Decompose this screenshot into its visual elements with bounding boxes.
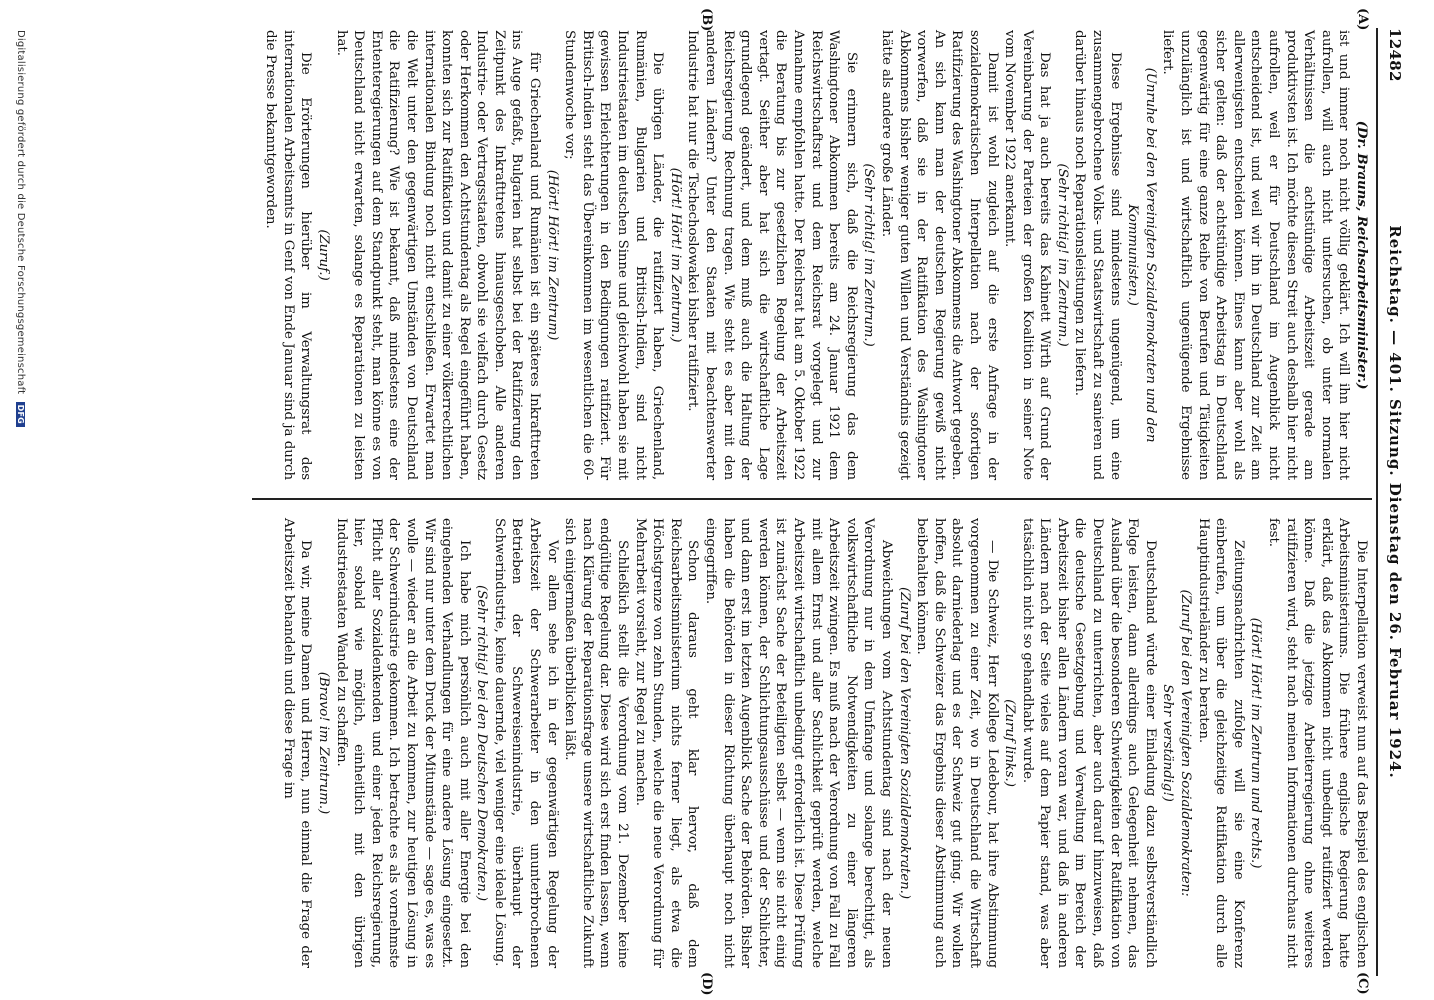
margin-marker-a: (A)	[1355, 8, 1370, 31]
paragraph: Ich habe mich persönlich auch mit aller Energie bei den eingehenden Verhandlungen für eine andere Lösung eingesetzt. Wir sind nur unter dem Druck der Mitumstände — sage es, was es wolle — wieder an die Arbeit zu kommen, zur heutigen Lösung in der Schwerindustrie gekommen. Ich betrachte es als vornehmste Pflicht aller Sozialdenkenden und einer jeden Reichsregierung, hier, sobald wie möglich, einheitlich mit den übrigen Industriestaaten Wandel zu schaffen.	[333, 518, 472, 968]
interjection: (Sehr richtig! bei den Deutschen Demokraten.)	[474, 585, 490, 901]
digitization-footer	[15, 30, 26, 427]
paragraph: Zeitungsnachrichten zufolge will sie eine Konferenz einberufen, um über die gleichzeitige Ratifikation durch alle Hauptindustrieländer zu beraten.	[1195, 518, 1246, 968]
margin-marker-c: (C)	[1355, 972, 1370, 995]
paragraph: — Die Schweiz, Herr Kollege Ledebour, hat ihre Abstimmung vorgenommen zu einer Zeit, wo in Deutschland die Wirtschaft absolut darniederlag und es der Schweiz gut ging. Wir wollen hoffen, daß die Schweizer das Ergebnis dieser Abstimmung auch beibehalten können.	[914, 518, 1000, 968]
interjection: (Hört! Hört! im Zentrum.)	[667, 167, 683, 343]
interjection: (Hört! Hört! im Zentrum und rechts.)	[1248, 617, 1264, 869]
paragraph: Die übrigen Länder, die ratifiziert haben, Griechenland, Rumänien, Bulgarien und Britisch-Indien, sind nicht Industriestaaten im deutschen Sinne und gleichwohl haben sie mit gewissen Erleichterungen in den Bedingungen ratifiziert. Für Britisch-Indien steht das Übereinkommen im wesentlichen die 60-Stundenwoche vor;	[562, 30, 666, 480]
dfg-logo: DFG	[16, 402, 25, 427]
paragraph: Schließlich stellt die Verordnung vom 21. Dezember keine endgültige Regelung dar. Diese wird sich erst finden lassen, wenn nach Klärung der Reparationsfrage unsere wirtschaftliche Zukunft sich einigermaßen überblicken läßt.	[562, 518, 631, 968]
paragraph: Deutschland würde einer Einladung dazu selbstverständlich Folge leisten, dann allerdings auch Gelegenheit nehmen, das Ausland über die besonderen Schwierigkeiten der Ratifikation von Deutschland zu unterrichten, aber auch darauf hinzuweisen, daß die deutsche Gesetzgebung und Verwaltung im Bereich der Arbeitszeit bisher allen Ländern voran war, und daß in anderen Ländern nach der Seite vieles auf dem Papier stand, was aber tatsächlich nicht so gehandhabt wurde.	[1019, 518, 1158, 968]
paragraph: Da wir, meine Damen und Herren, nun einmal die Frage der Arbeitszeit behandeln und diese Frage im	[280, 518, 314, 968]
paragraph: Damit ist wohl zugleich auf die erste Anfrage in der sozialdemokratischen Interpellation nach der sofortigen Ratifizierung des Washingtoner Abkommens die Antwort gegeben. An sich kann man der deutschen Regierung gewiß nicht vorwerfen, daß sie in der Ratifikation des Washingtoner Abkommens bisher weniger guten Willen und Verständnis gezeigt hätte als andere große Länder.	[878, 30, 1000, 480]
interjection: (Sehr richtig! im Zentrum.)	[861, 163, 877, 347]
paragraph: Diese Ergebnisse sind mindestens ungenügend, um eine zusammengebrochene Volks- und Staatswirtschaft zu sanieren und darüber hinaus noch Reparationsleistungen zu liefern.	[1072, 30, 1123, 480]
speaker-line: (Dr. Brauns, Reichsarbeitsminister.)	[1354, 120, 1370, 390]
paragraph: Vor allem sehe ich in der gegenwärtigen Regelung der Arbeitszeit der Schwerarbeiter in den ununterbrochenen Betrieben der Schwereisenindustrie, überhaupt der Schwerindustrie, keine dauernde, viel weniger eine ideale Lösung.	[491, 518, 560, 968]
footer-text: Digitalisierung gefördert durch die Deutsche Forschungsgemeinschaft	[15, 30, 26, 395]
column-divider	[252, 498, 1372, 500]
paragraph: Die Erörterungen hierüber im Verwaltungsrat des internationalen Arbeitsamts in Genf von Ende Januar sind ja durch die Presse bekanntgeworden.	[263, 30, 314, 480]
interjection: (Zuruf links.)	[1002, 699, 1018, 787]
paragraph: Die Interpellation verweist nun auf das Beispiel des englischen Arbeitsministeriums. Die frühere englische Regierung hatte erklärt, daß das Abkommen nicht unbedingt ratifiziert werden könne. Daß die jetzige Arbeiterregierung ohne weiteres ratifizieren wird, steht nach meinen Informationen durchaus nicht fest.	[1266, 518, 1369, 968]
paragraph: Abweichungen vom Achtstundentag sind nach der neuen Verordnung nur in dem Umfange und solange berechtigt, als volkswirtschaftliche Notwendigkeiten zu einer längeren Arbeitszeit zwingen. Es muß nach der Verordnung von Fall zu Fall mit allem Ernst und aller Sachlichkeit geprüft werden, welche Arbeitszeit wirtschaftlich unbedingt erforderlich ist. Diese Prüfung ist zunächst Sache der Beteiligten selbst — wenn sie nicht einig werden können, der Schlichtungsausschüsse und der Schlichter, und dann erst im letzten Augenblick Sache der Behörden. Bisher haben die Behörden in dieser Richtung überhaupt noch nicht eingegriffen.	[703, 518, 894, 968]
interjection: (Zuruf.)	[315, 229, 331, 281]
margin-marker-d: (D)	[699, 972, 714, 996]
paragraph: für Griechenland und Rumänien ist ein späteres Inkrafttreten ins Auge gefaßt, Bulgarien hat selbst bei der Ratifizierung den Zeitpunkt des Inkrafttretens hinausgeschoben. Alle anderen Industrie- oder Vertragsstaaten, obwohl sie vielfach durch Gesetz oder Herkommen den Achtstundentag als Regel eingeführt haben, konnten sich zur Ratifikation und damit zu einer völkerrechtlichen internationalen Bindung noch nicht entschließen. Erwartet man die Welt unter den gegenwärtigen Umständen von Deutschland die Ratifizierung? Wie ist bekannt, daß mindestens eine der Ententeregierungen auf dem Standpunkt steht, man könne es von Deutschland nicht erwarten, solange es Reparationen zu leisten hat.	[333, 30, 543, 480]
paragraph: Sie erinnern sich, daß die Reichsregierung das dem Washingtoner Abkommen bereits am 24. Januar 1921 dem Reichswirtschaftsrat und dem Reichsrat vorgelegt und zur Annahme empfohlen hatte. Der Reichsrat hat am 5. Oktober 1922 die Beratung bis zur gesetzlichen Regelung der Arbeitszeit vertagt. Seither aber hat sich die wirtschaftliche Lage grundlegend geändert, und dem muß auch die Haltung der Reichsregierung Rechnung tragen. Wie steht es aber mit den anderen Ländern? Unter den Staaten mit beachtenswerter Industrie hat nur die Tschechoslowakei bisher ratifiziert.	[685, 30, 859, 480]
left-column	[262, 30, 1370, 480]
margin-marker-b: (B)	[699, 8, 714, 32]
page-title: Reichstag. — 401. Sitzung. Dienstag den 26. Februar 1924.	[1386, 225, 1404, 779]
header-rule	[1376, 28, 1378, 976]
page-number: 12482	[1386, 28, 1404, 82]
interjection: (Bravo! im Zentrum.)	[315, 671, 331, 815]
right-column	[279, 518, 1370, 968]
page-header	[1382, 28, 1404, 976]
paragraph: Schon daraus geht klar hervor, daß dem Reichsarbeitsministerium nichts ferner liegt, als etwa die Höchstgrenze von zehn Stunden, welche die neue Verordnung für Mehrarbeit vorsieht, zur Regel zu machen.	[632, 518, 701, 968]
interjection: (Zuruf bei den Vereinigten Sozialdemokraten.)	[896, 587, 912, 899]
interjection: (Hört! Hört! im Zentrum)	[544, 169, 560, 341]
paragraph: ist und immer noch nicht völlig geklärt. Ich will ihn hier nicht aufrollen, will auch nicht untersuchen, ob unter normalen Verhältnissen die achtstündige Arbeitszeit gerade am produktivsten ist. Ich möchte diesen Streit auch deshalb hier nicht aufrollen, weil er für Deutschland im Augenblick nicht entscheidend ist, und weil wir ihn in Deutschland zur Zeit am allerwenigsten entscheiden können. Eines kann aber wohl als sicher gelten: daß der achtstündige Arbeitstag in Deutschland gegenwärtig für eine ganze Reihe von Berufen und Tätigkeiten unzulänglich ist und wirtschaftlich ungenügende Ergebnisse liefert.	[1160, 30, 1352, 480]
interjection: Sehr verständig!)	[1160, 684, 1176, 802]
interjection: (Sehr richtig! im Zentrum.)	[1054, 163, 1070, 347]
interjection: (Zuruf bei den Vereinigten Sozialdemokraten:	[1178, 589, 1194, 897]
paragraph: Das hat ja auch bereits das Kabinett Wirth auf Grund der Vereinbarung der Parteien der großen Koalition in seiner Note vom November 1922 anerkannt.	[1002, 30, 1053, 480]
interjection: (Unruhe bei den Vereinigten Sozialdemokraten und den Kommunisten.)	[1125, 67, 1158, 443]
